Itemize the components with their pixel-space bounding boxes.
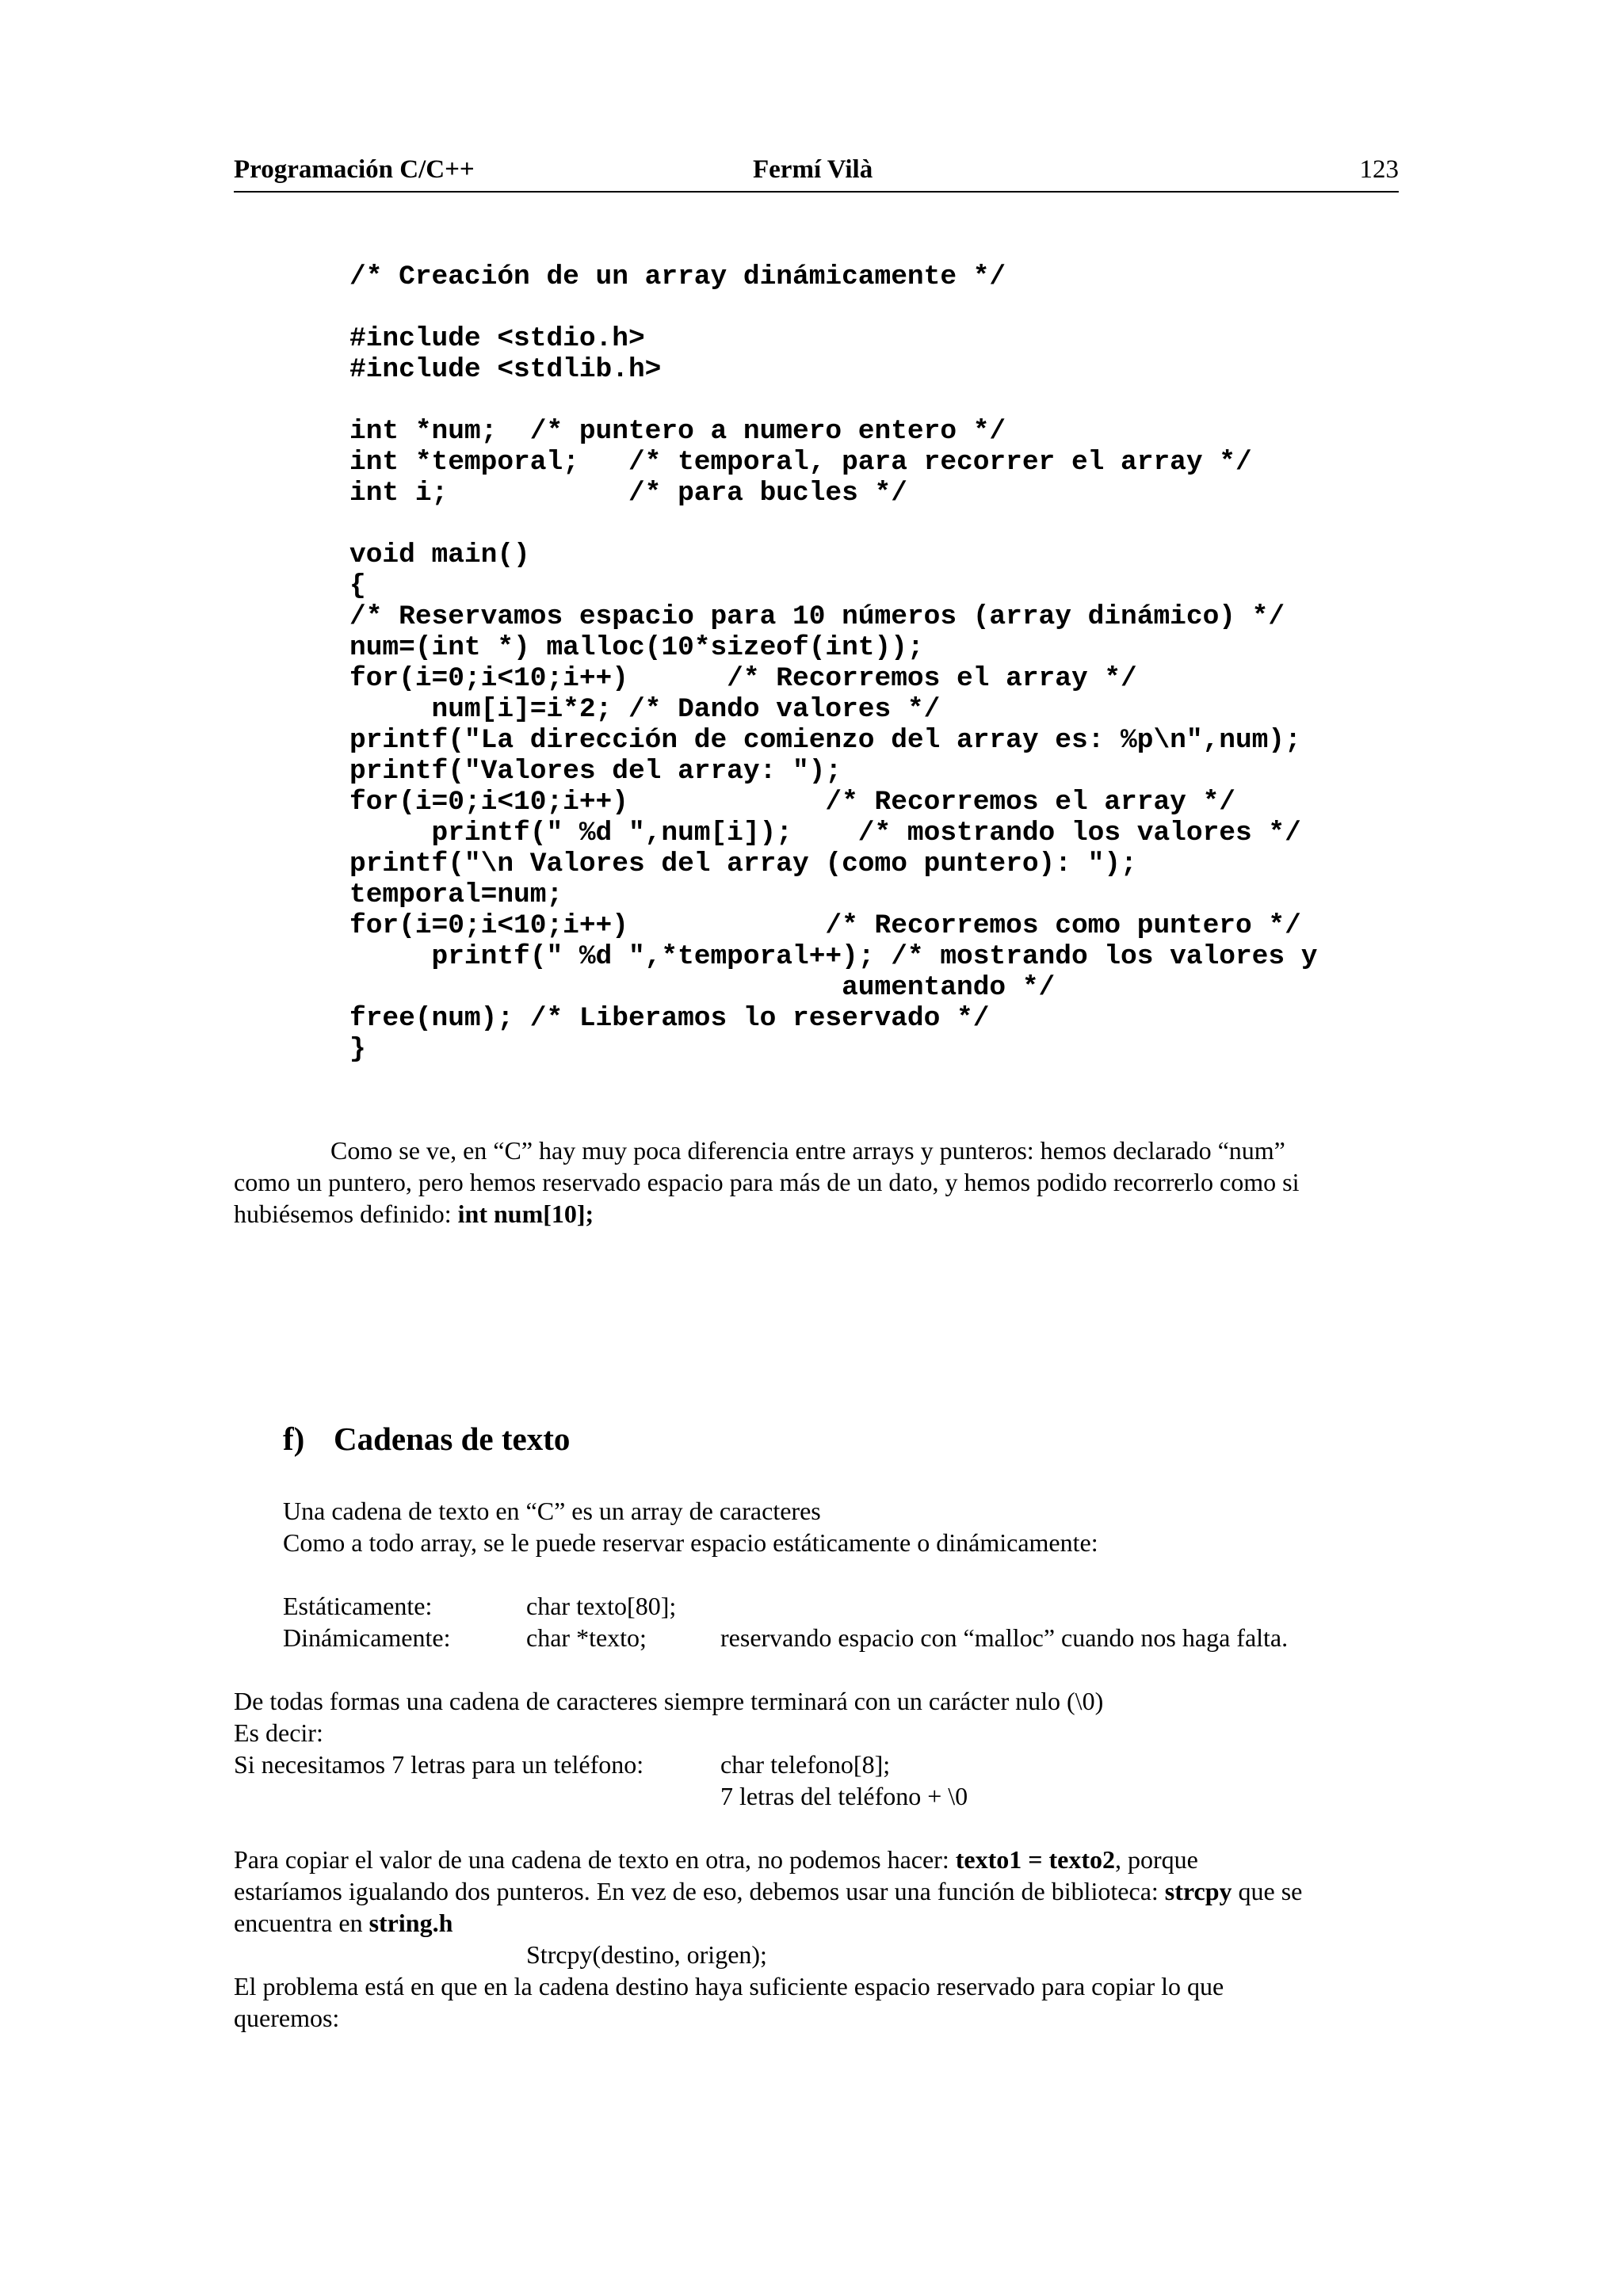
code-line (349, 509, 1318, 540)
intro-line: Como a todo array, se le puede reservar espacio estáticamente o dinámicamente: (283, 1528, 1098, 1557)
copy-text-line: El problema está en que en la cadena destino haya suficiente espacio reservado para copiar lo que (234, 1972, 1224, 2000)
code-line: temporal=num; (349, 879, 563, 910)
page-header (234, 155, 1399, 193)
code-line: #include <stdio.h> (349, 323, 645, 354)
null-text-line: Es decir: (234, 1718, 323, 1747)
code-line: printf(" %d ",num[i]); /* mostrando los valores */ (349, 818, 1301, 849)
code-line: int *temporal; /* temporal, para recorrer el array */ (349, 447, 1252, 478)
phone-code: char telefono[8]; (720, 1750, 891, 1779)
section-title: Cadenas de texto (334, 1421, 571, 1457)
paragraph-line: como un puntero, pero hemos reservado espacio para más de un dato, y hemos podido recorrerlo como si (234, 1168, 1300, 1196)
inline-code-bold: int num[10]; (457, 1199, 594, 1228)
code-line: printf(" %d ",*temporal++); /* mostrando los valores y (349, 941, 1318, 972)
code-line: { (349, 570, 366, 601)
code-line: free(num); /* Liberamos lo reservado */ (349, 1003, 990, 1034)
code-line: void main() (349, 540, 530, 570)
code-line: printf("Valores del array: "); (349, 756, 842, 787)
section-letter: f) (283, 1421, 305, 1457)
copy-text: , porque (1114, 1845, 1198, 1874)
copy-text: Para copiar el valor de una cadena de texto en otra, no podemos hacer: (234, 1845, 956, 1874)
code-line (349, 292, 1318, 323)
dynamic-note: reservando espacio con “malloc” cuando nos haga falta. (720, 1623, 1289, 1652)
paragraph-text: hubiésemos definido: (234, 1199, 458, 1228)
code-line: /* Creación de un array dinámicamente */ (349, 261, 1006, 292)
inline-code-bold: texto1 = texto2 (955, 1845, 1115, 1874)
code-line: /* Reservamos espacio para 10 números (array dinámico) */ (349, 601, 1285, 632)
copy-text: estaríamos igualando dos punteros. En vez de eso, debemos usar una función de biblioteca: (234, 1877, 1165, 1905)
phone-note: 7 letras del teléfono + \0 (720, 1782, 968, 1810)
copy-text-line: queremos: (234, 2004, 340, 2032)
copy-text-line (234, 1875, 1302, 1907)
paragraph-line: Como se ve, en “C” hay muy poca diferencia entre arrays y punteros: hemos declarado “num” (330, 1136, 1285, 1165)
code-line: aumentando */ (349, 972, 1056, 1003)
code-line: printf("La dirección de comienzo del array es: %p\n",num); (349, 725, 1301, 756)
copy-text: que se (1232, 1877, 1303, 1905)
page-number: 123 (1359, 155, 1399, 184)
static-code: char texto[80]; (526, 1592, 677, 1620)
strcpy-example: Strcpy(destino, origen); (526, 1940, 767, 1969)
code-line: #include <stdlib.h> (349, 354, 662, 385)
inline-code-bold: strcpy (1164, 1877, 1232, 1905)
code-line: for(i=0;i<10;i++) /* Recorremos el array */ (349, 663, 1137, 694)
null-text-line: De todas formas una cadena de caracteres siempre terminará con un carácter nulo (\0) (234, 1687, 1104, 1715)
section-heading (283, 1420, 570, 1458)
phone-label: Si necesitamos 7 letras para un teléfono: (234, 1750, 644, 1779)
code-line: int *num; /* puntero a numero entero */ (349, 416, 1006, 447)
header-book-title: Programación C/C++ (234, 155, 475, 184)
code-line: num=(int *) malloc(10*sizeof(int)); (349, 632, 924, 663)
paragraph-line (234, 1198, 1407, 1230)
inline-code-bold: string.h (369, 1909, 453, 1937)
intro-line: Una cadena de texto en “C” es un array de caracteres (283, 1497, 821, 1525)
code-line: int i; /* para bucles */ (349, 478, 907, 509)
code-line: printf("\n Valores del array (como puntero): "); (349, 849, 1137, 879)
copy-text-line (234, 1907, 453, 1939)
code-line: for(i=0;i<10;i++) /* Recorremos como puntero */ (349, 910, 1301, 941)
copy-text-line (234, 1844, 1198, 1875)
code-listing (349, 261, 1318, 1065)
code-line: for(i=0;i<10;i++) /* Recorremos el array */ (349, 787, 1235, 818)
dynamic-code: char *texto; (526, 1623, 647, 1652)
code-line (349, 385, 1318, 416)
explanation-paragraph (234, 1135, 1407, 1230)
dynamic-label: Dinámicamente: (283, 1623, 451, 1652)
static-label: Estáticamente: (283, 1592, 433, 1620)
code-line: num[i]=i*2; /* Dando valores */ (349, 694, 941, 725)
header-author: Fermí Vilà (753, 155, 873, 184)
copy-text: encuentra en (234, 1909, 369, 1937)
code-line: } (349, 1034, 366, 1065)
